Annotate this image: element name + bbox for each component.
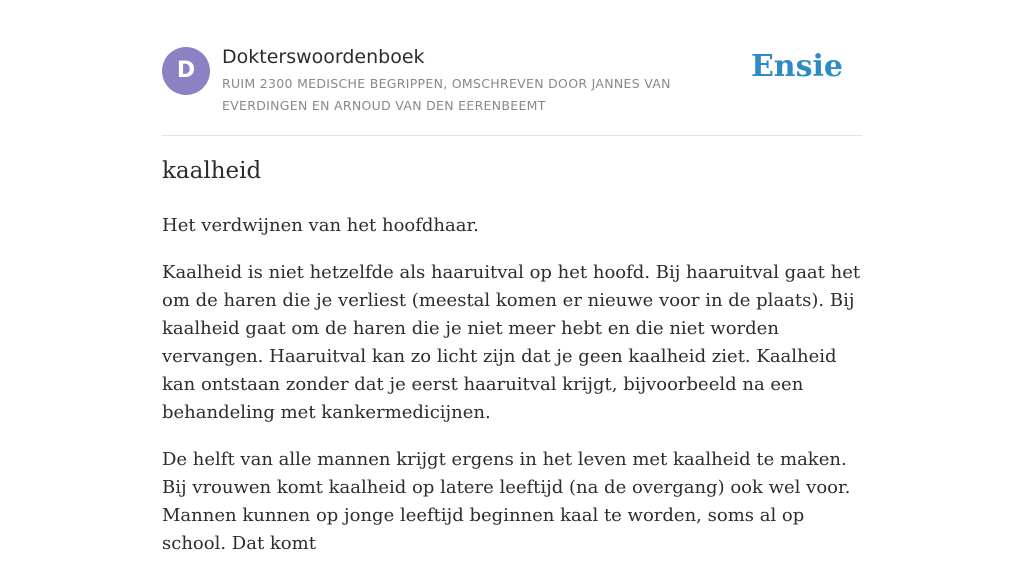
site-subtitle: RUIM 2300 MEDISCHE BEGRIPPEN, OMSCHREVEN DOOR JANNES VAN EVERDINGEN EN ARNOUD VAN DEN EERENBEEMT bbox=[222, 76, 671, 113]
definition-text: Het verdwijnen van het hoofdhaar. bbox=[162, 215, 479, 236]
page-title: kaalheid bbox=[162, 158, 262, 184]
paragraph-1: Kaalheid is niet hetzelfde als haaruitval op het hoofd. Bij haaruitval gaat het om de haren die je verliest (meestal komen er nieuwe voor in de plaats). Bij kaalheid gaat om de haren die je niet meer hebt en die niet worden vervangen. Haaruitval kan zo licht zijn dat je geen kaalheid ziet. Kaalheid kan ontstaan zonder dat je eerst haaruitval krijgt, bijvoorbeeld na een behandeling met kankermedicijnen. bbox=[162, 262, 861, 423]
avatar[interactable]: D bbox=[162, 47, 210, 95]
article-body bbox=[162, 212, 866, 577]
brand-logo[interactable]: Ensie bbox=[750, 49, 843, 84]
header bbox=[162, 45, 862, 136]
site-title[interactable]: Dokterswoordenboek bbox=[222, 46, 425, 68]
paragraph-2: De helft van alle mannen krijgt ergens in het leven met kaalheid te maken. Bij vrouwen komt kaalheid op latere leeftijd (na de overgang) ook wel voor. Mannen kunnen op jonge leeftijd beginnen kaal te worden, soms al op school. Dat komt bbox=[162, 449, 851, 554]
